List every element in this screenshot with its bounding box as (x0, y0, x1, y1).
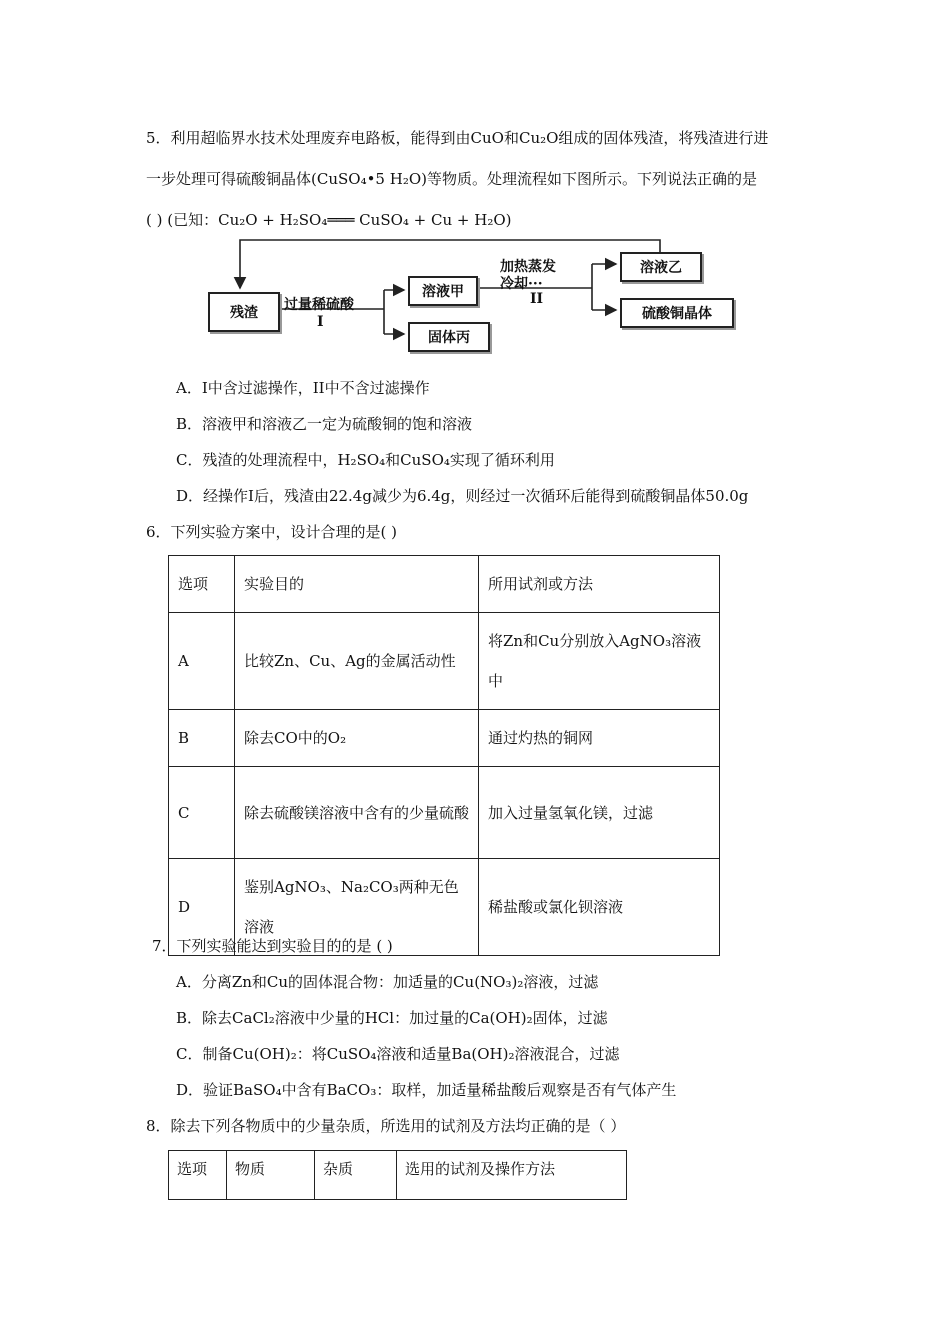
q7-stem: 7．下列实验能达到实验目的的是 ( ) (152, 937, 393, 955)
solid-c-box: 固体丙 (408, 322, 490, 352)
q6-cell-method: 加入过量氢氧化镁，过滤 (479, 767, 720, 859)
q6-table (168, 555, 720, 956)
q6-cell-option: D (169, 859, 235, 956)
step2-label-line-1: 加热蒸发 (500, 259, 556, 275)
q8-header-option: 选项 (169, 1151, 227, 1200)
q5-stem-line-3: ( ) (已知：Cu₂O + H₂SO₄═══ CuSO₄ + Cu + H₂O) (146, 211, 512, 229)
solution-a-box: 溶液甲 (408, 276, 478, 306)
q8-header-substance: 物质 (227, 1151, 315, 1200)
q5-stem-line-1: 5．利用超临界水技术处理废弃电路板，能得到由CuO和Cu₂O组成的固体残渣，将残渣进行进 (146, 129, 769, 147)
q6-cell-option: B (169, 710, 235, 767)
q5-option-b: B．溶液甲和溶液乙一定为硫酸铜的饱和溶液 (176, 415, 473, 433)
q6-cell-purpose: 除去硫酸镁溶液中含有的少量硫酸 (235, 767, 479, 859)
table-row (169, 710, 720, 767)
q7-option-c: C．制备Cu(OH)₂：将CuSO₄溶液和适量Ba(OH)₂溶液混合，过滤 (176, 1045, 620, 1063)
q6-cell-option: A (169, 613, 235, 710)
q6-header-option: 选项 (169, 556, 235, 613)
step2-label-line-2: 冷却··· (500, 276, 543, 292)
table-row (169, 613, 720, 710)
q6-cell-purpose: 比较Zn、Cu、Ag的金属活动性 (235, 613, 479, 710)
q6-header-purpose: 实验目的 (235, 556, 479, 613)
q6-cell-purpose: 除去CO中的O₂ (235, 710, 479, 767)
table-row (169, 767, 720, 859)
q5-option-d: D．经操作I后，残渣由22.4g减少为6.4g，则经过一次循环后能得到硫酸铜晶体50.0g (176, 487, 749, 505)
q6-cell-method: 通过灼热的铜网 (479, 710, 720, 767)
q6-cell-purpose: 鉴别AgNO₃、Na₂CO₃两种无色溶液 (235, 859, 479, 956)
step1-number: I (317, 314, 324, 330)
q6-cell-method: 将Zn和Cu分别放入AgNO₃溶液中 (479, 613, 720, 710)
q8-stem: 8．除去下列各物质中的少量杂质，所选用的试剂及方法均正确的是（ ） (146, 1117, 626, 1135)
step2-number: II (530, 291, 544, 307)
q5-option-a: A．I中含过滤操作，II中不含过滤操作 (176, 379, 430, 397)
q5-option-c: C．残渣的处理流程中，H₂SO₄和CuSO₄实现了循环利用 (176, 451, 555, 469)
q6-cell-option: C (169, 767, 235, 859)
process-flow-diagram (200, 236, 740, 360)
q6-stem: 6．下列实验方案中，设计合理的是( ) (146, 523, 398, 541)
crystal-box: 硫酸铜晶体 (620, 298, 734, 328)
q6-table-header-row (169, 556, 720, 613)
step1-label: 过量稀硫酸 (284, 297, 354, 313)
residue-box: 残渣 (208, 292, 280, 332)
q8-table (168, 1150, 627, 1200)
q7-option-a: A．分离Zn和Cu的固体混合物：加适量的Cu(NO₃)₂溶液，过滤 (176, 973, 599, 991)
q7-option-d: D．验证BaSO₄中含有BaCO₃：取样，加适量稀盐酸后观察是否有气体产生 (176, 1081, 677, 1099)
solution-b-box: 溶液乙 (620, 252, 702, 282)
q8-table-header-row (169, 1151, 627, 1200)
q6-cell-method: 稀盐酸或氯化钡溶液 (479, 859, 720, 956)
q8-header-method: 选用的试剂及操作方法 (397, 1151, 627, 1200)
q8-header-impurity: 杂质 (315, 1151, 397, 1200)
q6-header-method: 所用试剂或方法 (479, 556, 720, 613)
q5-stem-line-2: 一步处理可得硫酸铜晶体(CuSO₄•5 H₂O)等物质。处理流程如下图所示。下列说法正确的是 (146, 170, 757, 188)
q7-option-b: B．除去CaCl₂溶液中少量的HCl：加过量的Ca(OH)₂固体，过滤 (176, 1009, 608, 1027)
